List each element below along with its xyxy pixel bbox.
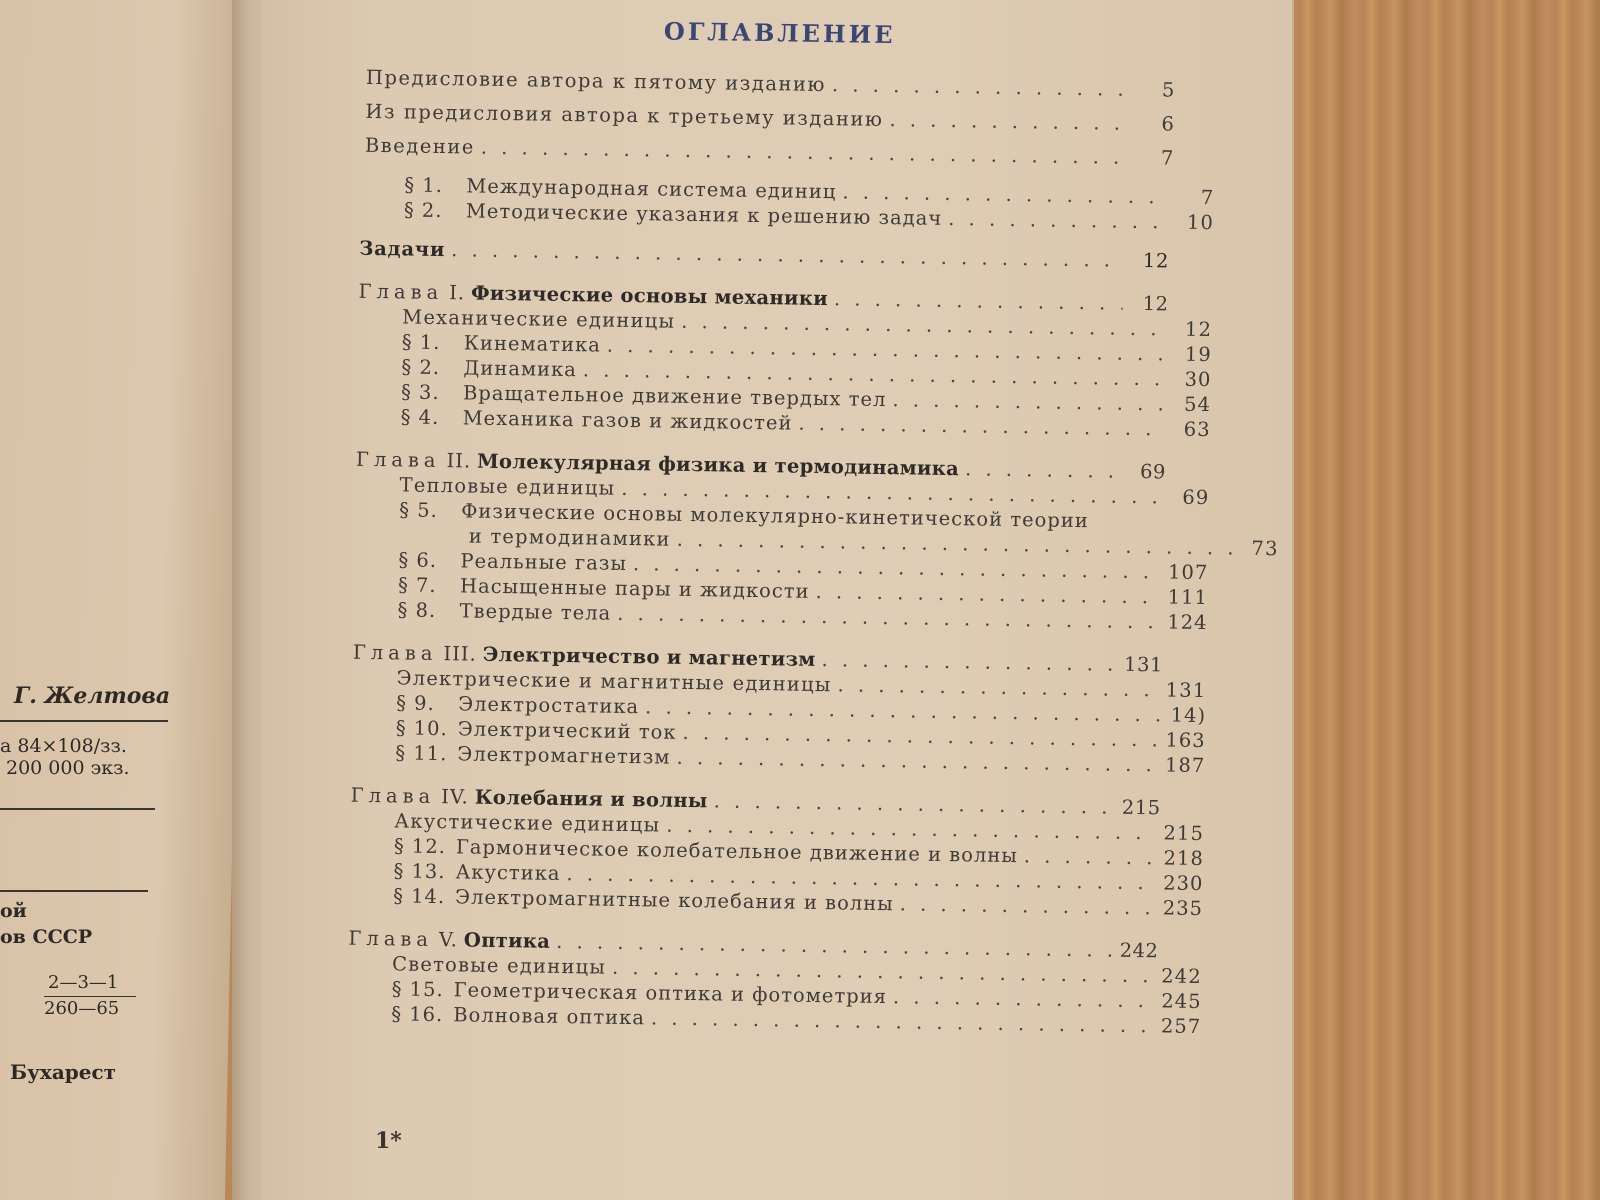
section-page: 10 — [1186, 210, 1215, 235]
section-number: § 1. — [401, 330, 441, 355]
section-number: § 2. — [401, 355, 441, 380]
section-number: § 12. — [393, 834, 447, 859]
toc-entry-title: Введение — [364, 133, 476, 159]
signature-mark: 1* — [375, 1128, 402, 1154]
left-code-top: 2—3—1 — [48, 972, 119, 993]
section-title-continued: и термодинамики — [468, 524, 671, 551]
chapter-title: Физические основы механики — [470, 281, 829, 311]
chapter-page: 69 — [1139, 460, 1167, 484]
dot-leader — [481, 135, 1129, 170]
left-copies: 200 000 экз. — [6, 757, 130, 779]
toc-entry-problems — [351, 236, 1169, 274]
chapter-title: Оптика — [463, 928, 551, 953]
dot-leader — [1024, 843, 1158, 870]
section-number: § 10. — [395, 716, 448, 741]
section-number: § 8. — [397, 598, 437, 622]
section-title: Электростатика — [458, 692, 640, 719]
chapter-title: Электричество и магнетизм — [482, 642, 816, 671]
toc-entry-title: Из предисловия автора к третьему изданию — [365, 99, 884, 131]
chapter-page: 242 — [1119, 938, 1159, 963]
section-page: 63 — [1183, 417, 1211, 442]
left-editor-name: Г. Желтова — [14, 683, 171, 709]
chapter-number: V. — [438, 928, 459, 952]
units-page: 12 — [1184, 317, 1213, 342]
section-title: Геометрическая оптика и фотометрия — [453, 978, 888, 1009]
toc-entry — [353, 99, 1175, 137]
section-title: Международная система единиц — [466, 174, 837, 204]
section-number: § 5. — [399, 498, 438, 522]
section-number: § 6. — [398, 548, 438, 572]
toc-entry — [354, 65, 1176, 103]
dot-leader — [948, 206, 1168, 234]
toc-entry-page: 7 — [1160, 146, 1176, 170]
section-page: 124 — [1167, 610, 1208, 635]
units-title: Электрические и магнитные единицы — [396, 666, 832, 697]
units-title: Механические единицы — [402, 305, 676, 333]
section-title: Электрический ток — [457, 717, 677, 744]
units-title: Световые единицы — [391, 952, 607, 979]
section-number: § 13. — [393, 859, 446, 884]
chapter-label: Глава — [350, 783, 436, 808]
toc-entry-page: 12 — [1142, 249, 1170, 273]
section-page: 107 — [1167, 560, 1209, 585]
left-page — [0, 0, 250, 1200]
section-page: 30 — [1184, 367, 1212, 392]
dot-leader — [832, 72, 1130, 102]
toc-entry-page: 5 — [1161, 78, 1177, 102]
dot-leader — [798, 411, 1165, 442]
units-title: Акустические единицы — [394, 809, 661, 837]
left-rule — [0, 890, 148, 892]
section-title: Акустика — [455, 860, 561, 885]
section-title: Электромагнитные колебания и волны — [454, 885, 894, 916]
chapter-page: 12 — [1142, 292, 1169, 316]
dot-leader — [965, 456, 1120, 483]
section-number: § 14. — [392, 884, 446, 909]
left-line2: ов СССР — [0, 926, 93, 948]
section-page: 235 — [1162, 896, 1204, 921]
section-title: Электромагнетизм — [457, 742, 671, 769]
section-title: Методические указания к решению задач — [465, 199, 943, 230]
section-page: 73 — [1251, 536, 1279, 561]
chapter-title: Колебания и волны — [474, 785, 708, 813]
section-number: § 16. — [391, 1002, 444, 1027]
section-page: 14) — [1170, 703, 1207, 728]
section-title: Твердые тела — [459, 599, 612, 625]
chapter-title: Молекулярная физика и термодинамика — [476, 449, 960, 481]
chapter-page: 215 — [1121, 795, 1161, 820]
chapter-number: III. — [443, 642, 477, 666]
section-title: Волновая оптика — [453, 1003, 646, 1030]
chapter-number: II. — [446, 449, 472, 473]
section-number: § 1. — [404, 173, 444, 198]
left-rule — [0, 720, 168, 722]
left-code-bottom: 260—65 — [44, 998, 120, 1019]
units-page: 242 — [1160, 964, 1203, 989]
section-title: Динамика — [463, 356, 578, 382]
section-page: 19 — [1184, 342, 1212, 367]
chapter-number: IV. — [441, 785, 470, 809]
section-title: Насыщенные пары и жидкости — [459, 574, 810, 603]
units-page: 215 — [1163, 821, 1205, 846]
dot-leader — [451, 237, 1123, 273]
section-title: Реальные газы — [460, 549, 628, 575]
left-code-rule — [44, 996, 136, 997]
section-number: § 15. — [391, 977, 444, 1002]
toc-heading: ОГЛАВЛЕНИЕ — [663, 16, 896, 50]
section-title: Вращательное движение твердых тел — [462, 381, 887, 412]
table-of-contents — [337, 12, 1279, 1175]
units-page: 131 — [1165, 678, 1207, 703]
toc-entry — [353, 133, 1175, 171]
section-number: § 9. — [396, 691, 435, 715]
section-page: 111 — [1167, 585, 1209, 610]
chapter-label: Глава — [352, 640, 438, 666]
toc-entry-page: 6 — [1161, 112, 1176, 136]
section-number: § 3. — [400, 380, 440, 405]
chapter-label: Глава — [355, 447, 441, 473]
chapter-label: Глава — [358, 279, 444, 305]
toc-entry-title: Предисловие автора к пятому изданию — [365, 65, 827, 97]
section-number: § 7. — [397, 573, 437, 597]
section-page: 230 — [1163, 871, 1204, 896]
section-title: Гармоническое колебательное движение и волны — [455, 835, 1019, 868]
left-line1: ой — [0, 900, 27, 922]
section-page: 163 — [1165, 728, 1206, 753]
left-format: а 84×108/зз. — [0, 735, 127, 757]
left-city: Бухарест — [10, 1060, 117, 1084]
section-page: 218 — [1163, 846, 1205, 871]
section-title: Кинематика — [463, 331, 602, 357]
section-title: Физические основы молекулярно-кинетической теории — [461, 499, 1090, 533]
section-number: § 4. — [400, 405, 440, 430]
section-page: 54 — [1183, 392, 1212, 417]
wooden-table — [1290, 0, 1600, 1200]
section-number: § 11. — [395, 741, 448, 766]
section-title: Механика газов и жидкостей — [462, 406, 793, 435]
section-page: 7 — [1200, 185, 1215, 210]
section-page: 187 — [1164, 753, 1206, 778]
chapter-label: Глава — [348, 926, 434, 951]
chapter-number: I. — [448, 281, 466, 305]
toc-entry-title: Задачи — [359, 236, 446, 262]
section-page: 257 — [1160, 1014, 1202, 1039]
dot-leader — [900, 891, 1158, 920]
section-page: 245 — [1161, 989, 1202, 1014]
left-rule — [0, 808, 155, 810]
units-page: 69 — [1182, 485, 1210, 510]
dot-leader — [889, 107, 1129, 136]
section-number: § 2. — [403, 198, 443, 223]
units-title: Тепловые единицы — [399, 473, 616, 500]
chapter-page: 131 — [1123, 652, 1164, 677]
